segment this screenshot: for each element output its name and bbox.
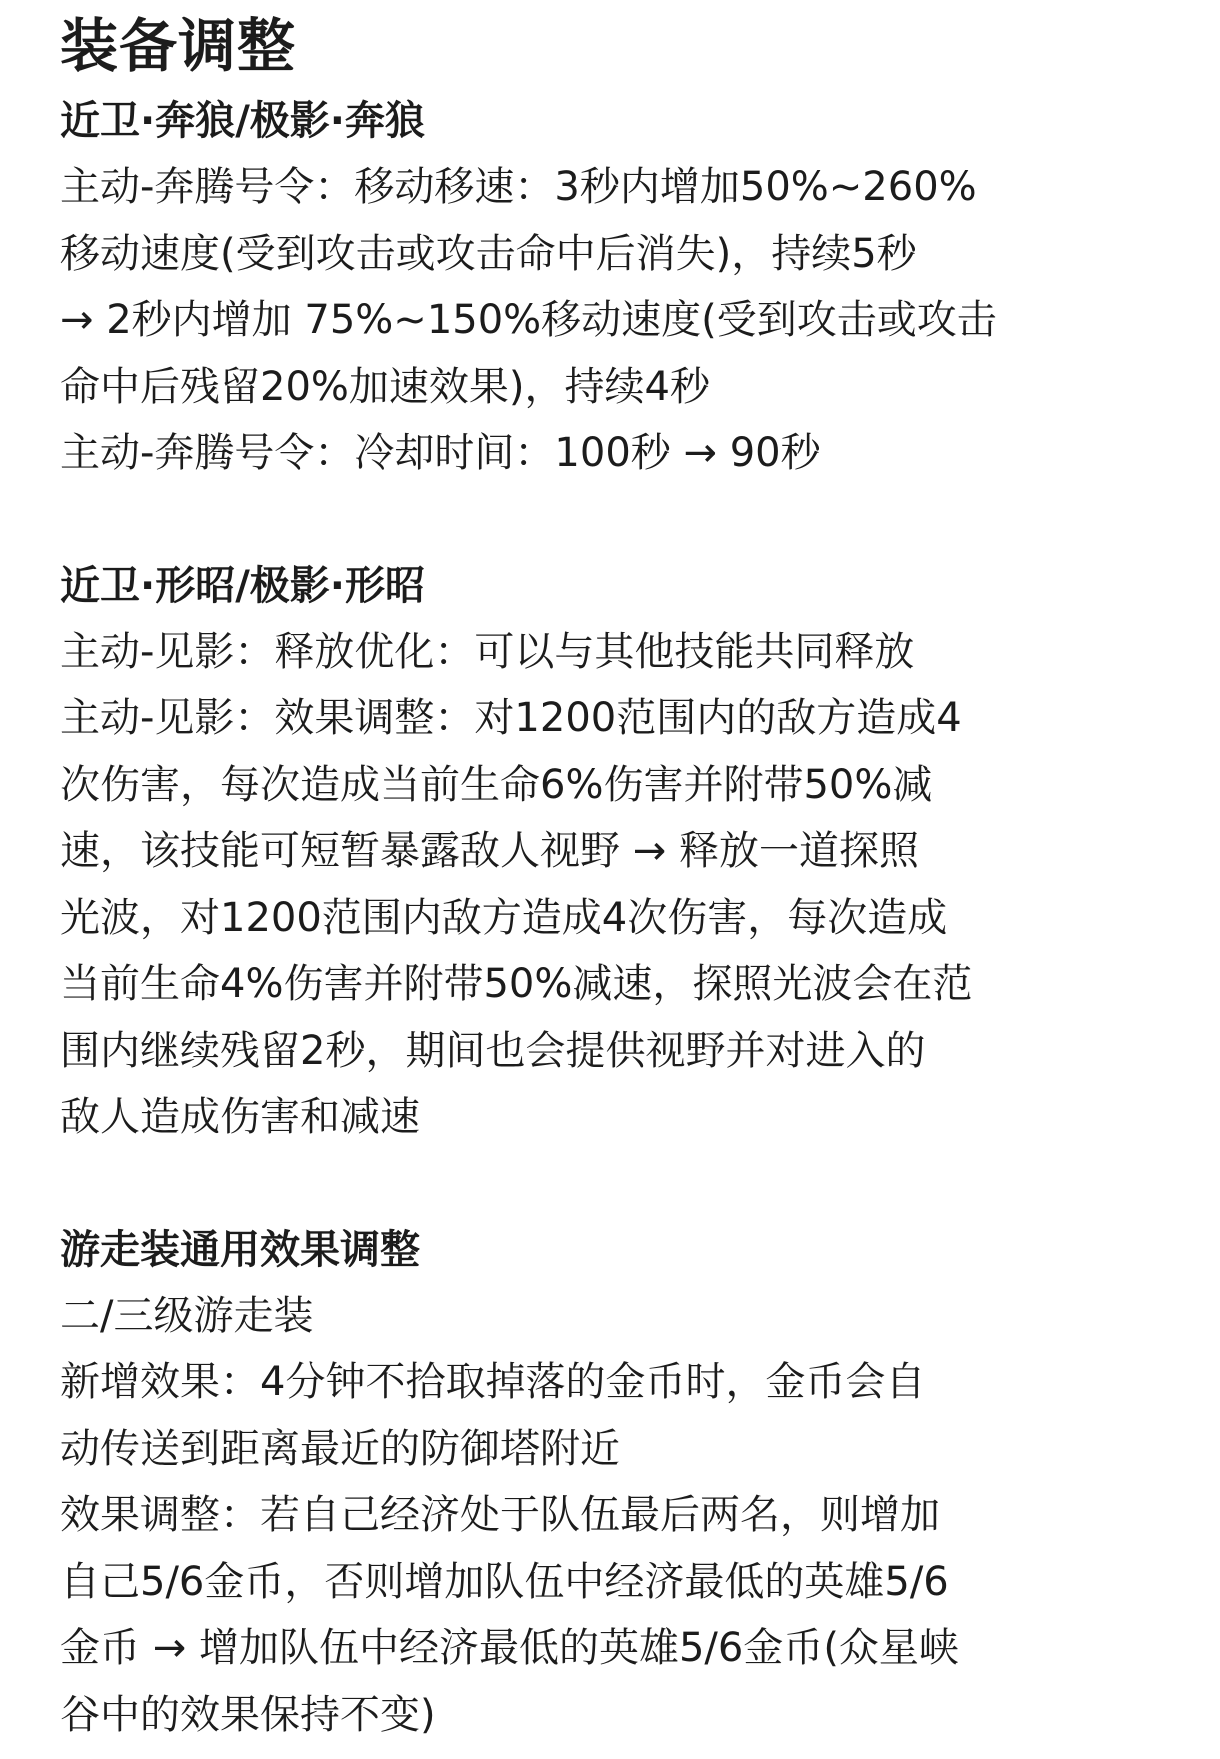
text-line: 次伤害，每次造成当前生命6%伤害并附带50%减 [60,761,933,808]
page-title: 装备调整 [60,12,297,80]
text-line: 命中后残留20%加速效果)，持续4秒 [60,363,710,410]
section-benlang [60,88,1180,487]
text-line: → 2秒内增加 75%~150%移动速度(受到攻击或攻击 [60,297,997,343]
document-page [60,0,1180,1748]
text-line: 主动-奔腾号令：冷却时间：100秒 → 90秒 [60,430,821,476]
text-line: 主动-见影：释放优化：可以与其他技能共同释放 [60,628,915,675]
text-line: 敌人造成伤害和减速 [60,1094,420,1140]
section-xingzhao [60,553,1180,1151]
text-line: 移动速度(受到攻击或攻击命中后消失)，持续5秒 [60,230,917,277]
section-heading: 游走装通用效果调整 [60,1226,420,1273]
text-line: 光波，对1200范围内敌方造成4次伤害，每次造成 [60,894,948,941]
text-line: 主动-见影：效果调整：对1200范围内的敌方造成4 [60,695,962,741]
text-line: 新增效果：4分钟不拾取掉落的金币时，金币会自 [60,1359,926,1405]
text-line: 二/三级游走装 [60,1292,314,1339]
text-line: 效果调整：若自己经济处于队伍最后两名，则增加 [60,1492,940,1538]
section-roaming-gear [60,1217,1180,1749]
text-line: 当前生命4%伤害并附带50%减速，探照光波会在范 [60,961,973,1007]
section-heading: 近卫·形昭/极影·形昭 [60,562,425,609]
text-line: 金币 → 增加队伍中经济最低的英雄5/6金币(众星峡 [60,1625,959,1671]
text-line: 主动-奔腾号令：移动移速：3秒内增加50%~260% [60,164,977,210]
section-heading: 近卫·奔狼/极影·奔狼 [60,98,425,144]
text-line: 自己5/6金币，否则增加队伍中经济最低的英雄5/6 [60,1558,949,1605]
text-line: 谷中的效果保持不变) [60,1691,436,1738]
text-line: 速，该技能可短暂暴露敌人视野 → 释放一道探照 [60,828,919,874]
text-line: 围内继续残留2秒，期间也会提供视野并对进入的 [60,1027,926,1074]
text-line: 动传送到距离最近的防御塔附近 [60,1425,620,1472]
